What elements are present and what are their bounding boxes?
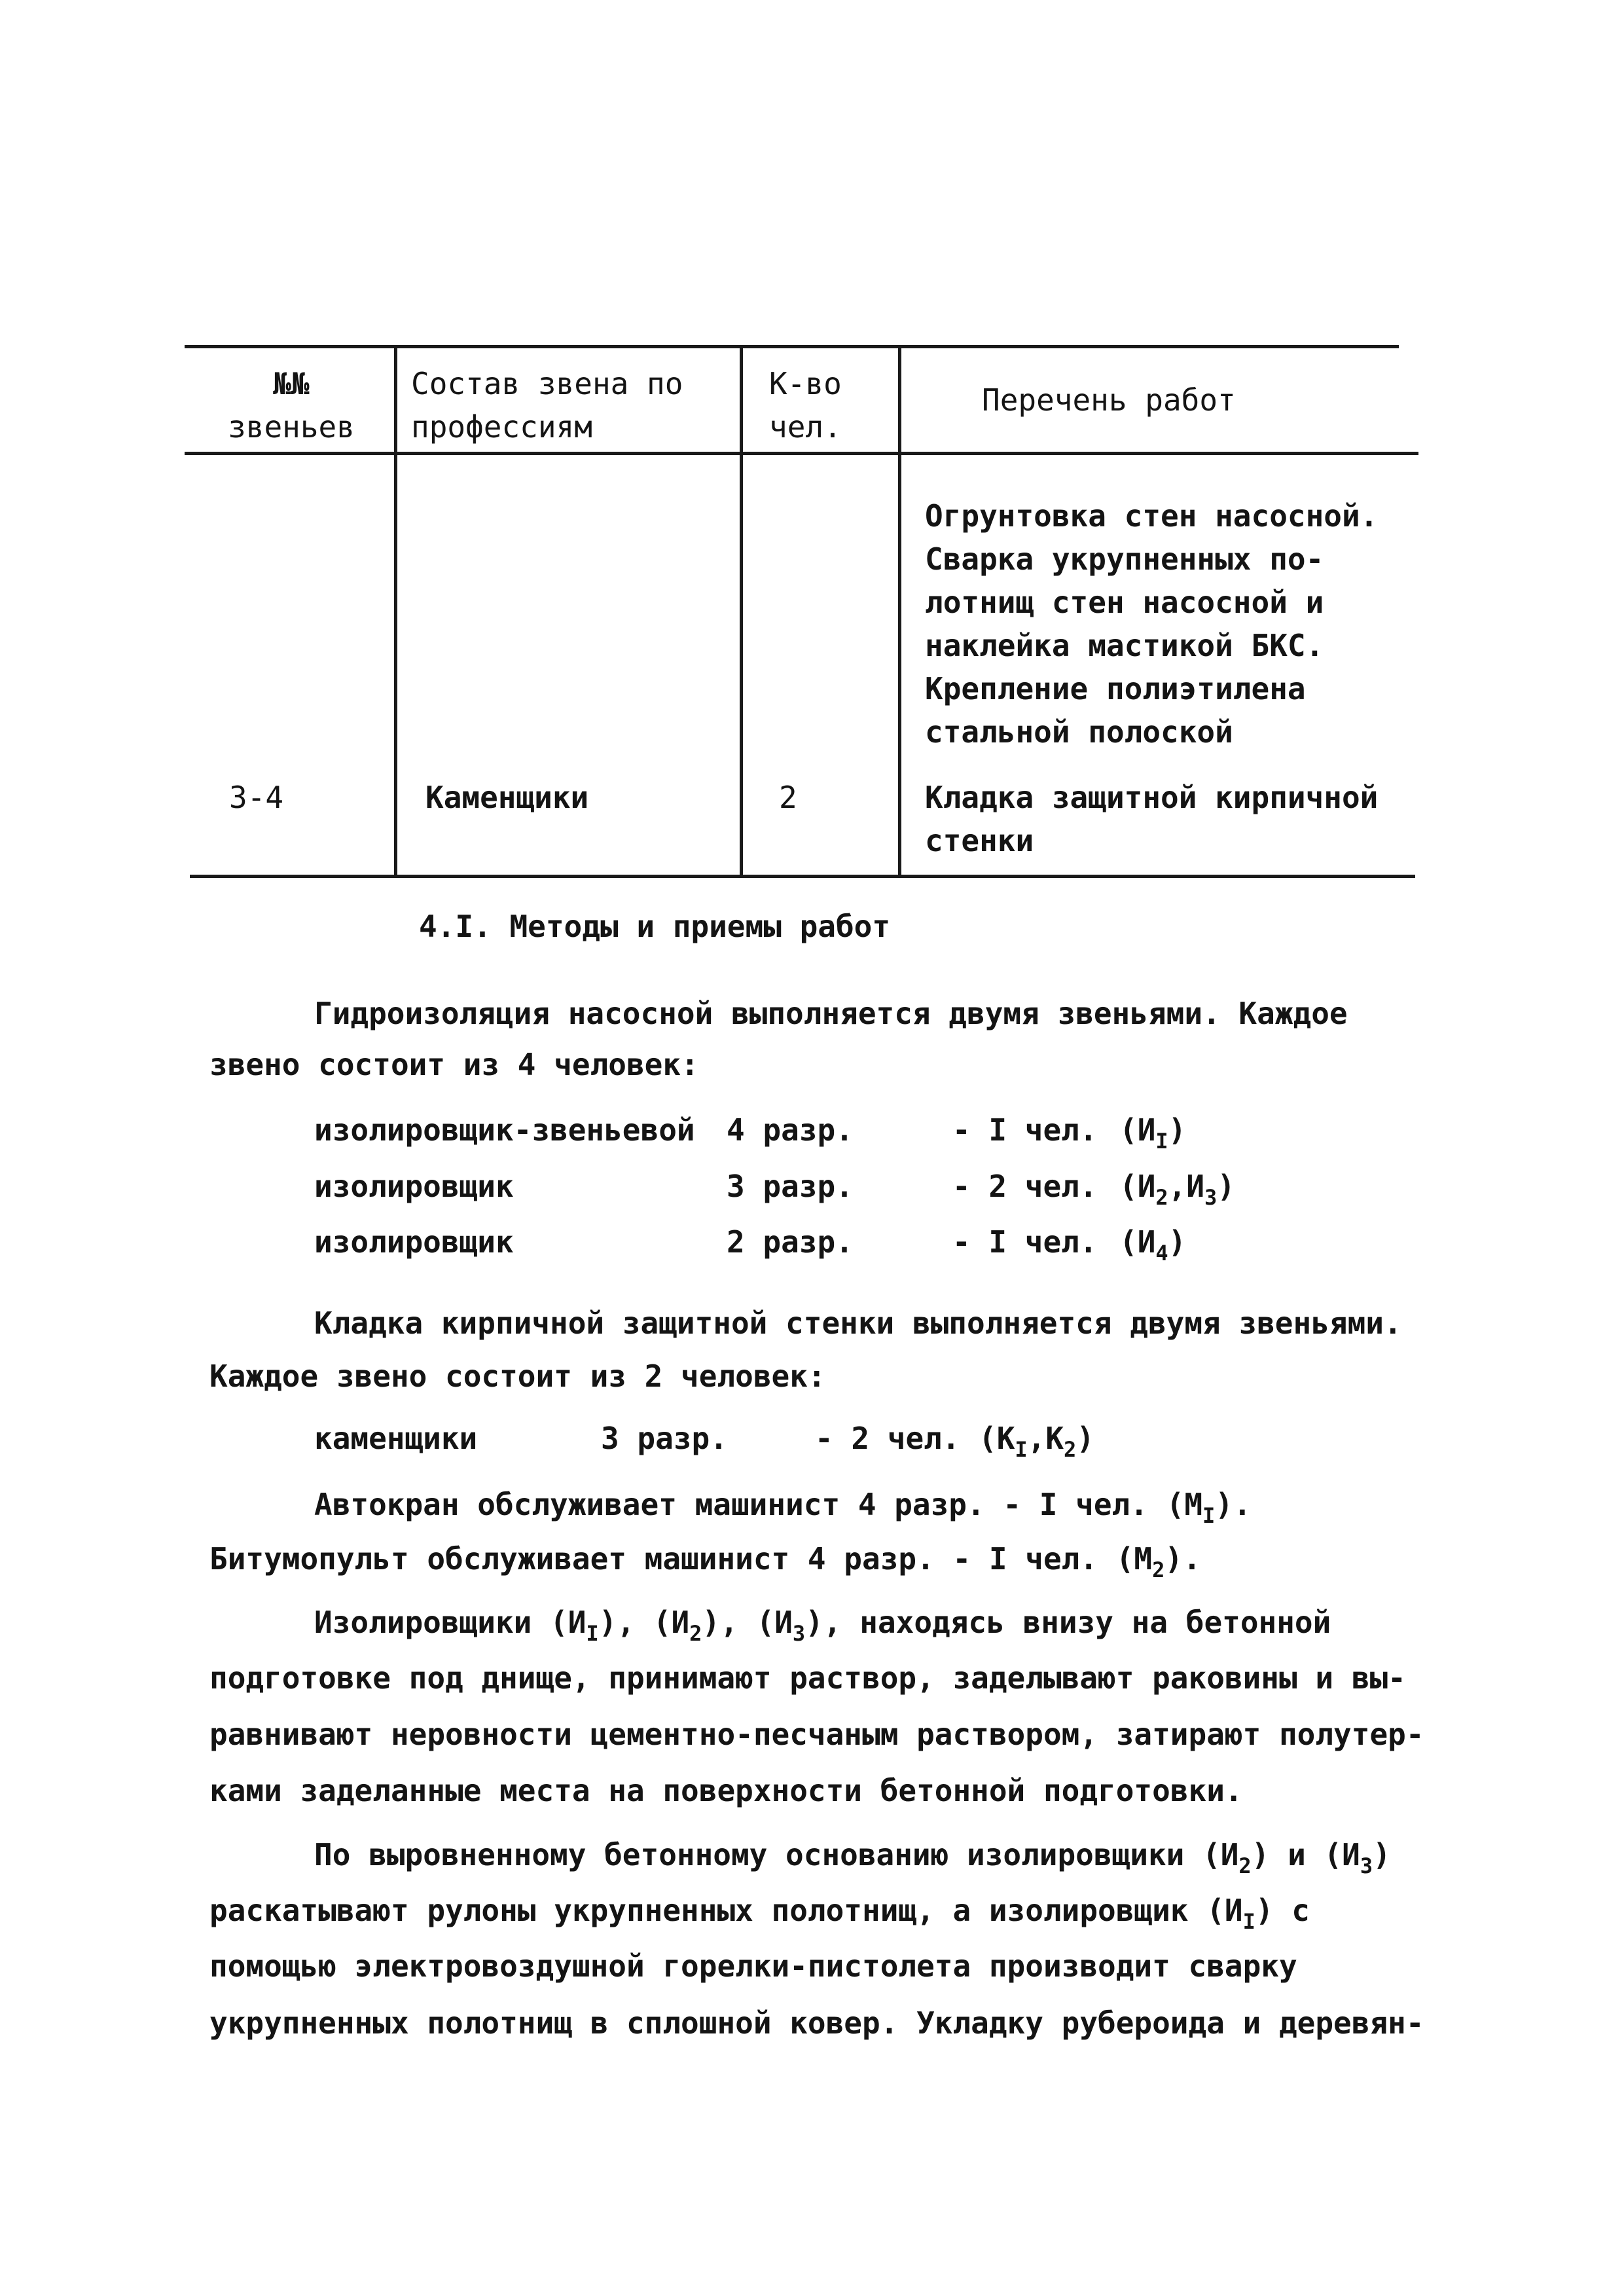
- header-headcount-line2: чел.: [769, 409, 842, 445]
- masons-role: каменщики: [314, 1421, 478, 1456]
- row1-works-cell: [925, 494, 1378, 754]
- table-col-divider-2: [740, 345, 743, 878]
- header-headcount-line1: К-во: [769, 366, 842, 401]
- header-composition-line1: Состав звена по: [411, 366, 683, 401]
- paragraph-5-line4: укрупненных полотнищ в сплошной ковер. Укладку рубероида и деревян-: [209, 2005, 1424, 2041]
- row2-works-line: Кладка защитной кирпичной: [925, 780, 1379, 815]
- row2-crew-number: 3-4: [229, 780, 284, 815]
- header-headcount: [769, 362, 842, 448]
- paragraph-3-line1: Автокран обслуживает машинист 4 разр. - I чел. $(М_I)$.: [314, 1487, 1252, 1528]
- row1-works-line: Сварка укрупненных по-: [925, 541, 1324, 577]
- paragraph-4-line2: подготовке под днище, принимают раствор, заделывают раковины и вы-: [209, 1660, 1406, 1696]
- row2-works-cell: [925, 776, 1378, 862]
- row2-works-line: стенки: [925, 823, 1034, 858]
- paragraph-4-line3: равнивают неровности цементно-песчаным раствором, затирают полутер-: [209, 1717, 1424, 1752]
- paragraph-2-line2: Каждое звено состоит из 2 человек:: [209, 1358, 826, 1394]
- header-crew-composition: [411, 362, 683, 448]
- row1-works-line: стальной полоской: [925, 714, 1233, 750]
- header-work-list: Перечень работ: [982, 382, 1236, 418]
- masons-grade: 3 разр.: [601, 1421, 728, 1456]
- row1-works-line: лотнищ стен насосной и: [925, 585, 1324, 620]
- crew-2-grade: 3 разр.: [727, 1169, 854, 1204]
- crew-2-role: изолировщик: [314, 1169, 514, 1204]
- row1-works-line: наклейка мастикой БКС.: [925, 628, 1324, 663]
- table-bottom-rule: [190, 875, 1415, 878]
- paragraph-1-line1: Гидроизоляция насосной выполняется двумя звеньями. Каждое: [314, 996, 1348, 1031]
- table-header-rule: [185, 452, 1418, 455]
- row1-works-line: Огрунтовка стен насосной.: [925, 498, 1379, 534]
- header-crew-number-line2: звеньев: [228, 409, 355, 445]
- crew-3-grade: 2 разр.: [727, 1224, 854, 1260]
- row2-composition: Каменщики: [425, 780, 589, 815]
- header-crew-number: [193, 362, 389, 448]
- crew-1-count: - I чел.: [952, 1112, 1098, 1148]
- masons-code: $(К_I,К_2)$: [979, 1421, 1095, 1462]
- crew-3-count: - I чел.: [952, 1224, 1098, 1260]
- masons-count: - 2 чел.: [815, 1421, 960, 1456]
- paragraph-4-line1: Изолировщики $(И_I)$, $(И_2)$, $(И_3)$, находясь внизу на бетонной: [314, 1605, 1331, 1646]
- table-col-divider-3: [898, 345, 901, 878]
- table-top-rule: [185, 345, 1399, 348]
- crew-2-code: $(И_2,И_3)$: [1119, 1169, 1236, 1210]
- section-title: 4.I. Методы и приемы работ: [419, 909, 891, 944]
- paragraph-4-line4: ками заделанные места на поверхности бетонной подготовки.: [209, 1773, 1243, 1808]
- table-col-divider-1: [394, 345, 397, 878]
- row2-headcount: 2: [779, 780, 797, 815]
- paragraph-5-line1: По выровненному бетонному основанию изолировщики $(И_2)$ и $(И_3)$: [314, 1837, 1391, 1878]
- header-composition-line2: профессиям: [411, 409, 592, 445]
- crew-1-role: изолировщик-звеньевой: [314, 1112, 695, 1148]
- paragraph-5-line3: помощью электровоздушной горелки-пистолета производит сварку: [209, 1948, 1297, 1984]
- paragraph-5-line2: раскатывают рулоны укрупненных полотнищ, а изолировщик $(И_I)$ с: [209, 1893, 1310, 1934]
- paragraph-1-line2: звено состоит из 4 человек:: [209, 1047, 699, 1082]
- crew-1-grade: 4 разр.: [727, 1112, 854, 1148]
- paragraph-3-line2: Битумопульт обслуживает машинист 4 разр. - I чел. $(М_2)$.: [209, 1541, 1201, 1582]
- header-crew-number-line1: №№: [273, 366, 310, 401]
- paragraph-2-line1: Кладка кирпичной защитной стенки выполняется двумя звеньями.: [314, 1305, 1402, 1341]
- crew-3-role: изолировщик: [314, 1224, 514, 1260]
- crew-1-code: $(И_I)$: [1119, 1112, 1187, 1154]
- crew-3-code: $(И_4)$: [1119, 1224, 1187, 1266]
- crew-2-count: - 2 чел.: [952, 1169, 1098, 1204]
- row1-works-line: Крепление полиэтилена: [925, 671, 1306, 706]
